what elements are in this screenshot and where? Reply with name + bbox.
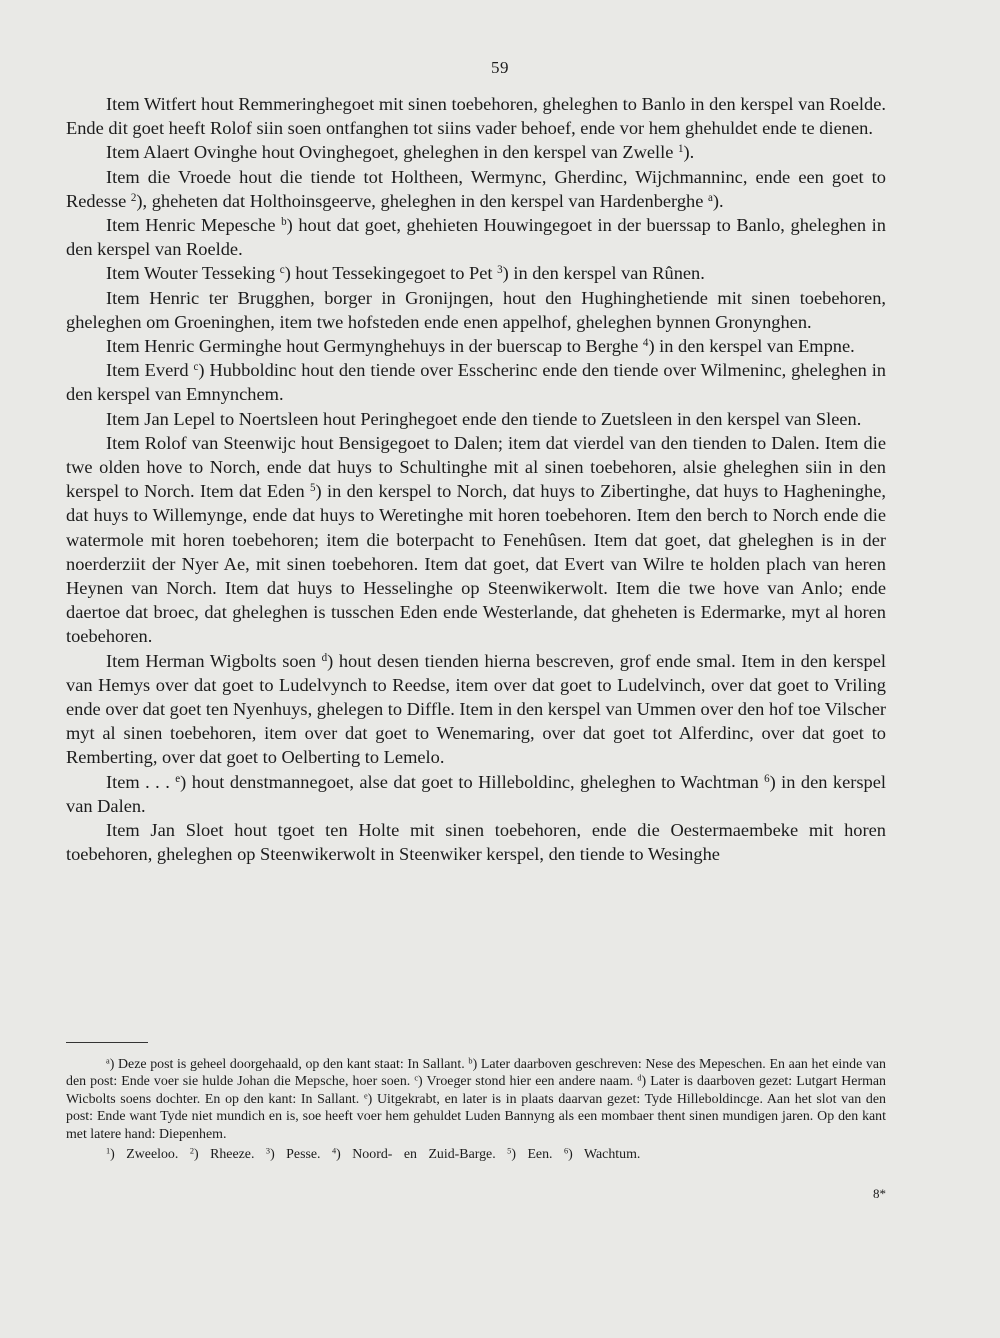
text-run: ) Later daarboven geschreven: Nese des Mepeschen. En aan het einde van den post: Ende voer sie hulde Johan die Mepsche, hoer soen. — [66, 1057, 886, 1090]
text-run: Item Henric Mepesche — [106, 215, 282, 236]
text-run: ) Later is daarboven gezet: Lutgart Herman Wicbolts soens dochter. En op den kant: In Sallant. — [66, 1074, 886, 1107]
text-run: ) Pesse. — [270, 1147, 332, 1163]
text-run: ) Deze post is geheel doorgehaald, op den kant staat: In Sallant. — [109, 1057, 469, 1072]
footnote-marker: 3 — [265, 1146, 271, 1156]
text-run: Item Wouter Tesseking — [106, 263, 280, 284]
paragraph — [66, 407, 886, 431]
footnote-marker: c — [193, 361, 199, 374]
text-run: ) Wachtum. — [568, 1147, 641, 1163]
footnote-marker: 3 — [497, 264, 503, 277]
text-run: ) Een. — [511, 1147, 564, 1163]
paragraph — [66, 213, 886, 261]
footnote-places — [66, 1146, 886, 1163]
footnote-marker: c — [279, 264, 285, 277]
text-run: Item Jan Lepel to Noertsleen hout Peringhegoet ende den tiende to Zuetsleen in den kerspel van Sleen. — [106, 408, 862, 429]
footnote-marker: b — [281, 215, 287, 228]
text-run: ) hout desen tienden hierna bescreven, grof ende smal. Item in den kerspel van Hemys over dat goet to Ludelvynch to Reedse, item over dat goet to Ludelvinch, over dat goet to Vriling ende over dat goet ten Nyenhuys, ghelegen to Diffle. Item in den kerspel van Ummen over den hof toe Vilscher myt al sinen toebehoren, item over dat goet to Wenemaring, over dat goet tot Alferdinc, over dat goet to Remberting, over dat goet to Oelberting to Lemelo. — [66, 650, 886, 768]
footnote-marker: 2 — [130, 191, 137, 204]
footnote-marker: 4 — [642, 336, 649, 349]
paragraph — [66, 431, 886, 649]
text-run: ) in den kerspel van Rûnen. — [502, 263, 705, 284]
text-run: ) in den kerspel van Empne. — [648, 336, 855, 357]
text-run: Item Witfert hout Remmeringhegoet mit sinen toebehoren, gheleghen to Banlo in den kerspel van Roelde. Ende dit goet heeft Rolof siin soen ontfanghen tot siins vader behoef, ende vor hem ghehuldet ende te dienen. — [66, 94, 886, 139]
footnote-marker: 2 — [189, 1146, 194, 1156]
footnote-marker: 5 — [310, 482, 316, 495]
text-run: Item Jan Sloet hout tgoet ten Holte mit sinen toebehoren, ende die Oestermaembeke mit horen toebehoren, gheleghen op Steenwikerwolt in Steenwiker kerspel, den tiende to Wesinghe — [66, 820, 886, 865]
footnotes — [66, 1056, 886, 1163]
text-run: Item Everd — [106, 360, 194, 381]
text-run: ) in den kerspel to Norch, dat huys to Zibertinghe, dat huys to Hagheninghe, dat huys to Willemynge, ende dat huys to Weretinghe mit horen toebehoren. Item den berch to Norch ende die watermole mit horen toebehoren; item die boterpacht to Fenehûsen. Item dat goet, dat gheleghen is in der noerderziit der Nyer Ae, mit sinen toebehoren. Item dat goet, dat Evert van Wilre te holden plach van heren Heynen van Norch. Item dat huys to Hesselinghe op Steenwikerwolt. Item die twe hove van Anlo; ende daertoe dat broec, dat gheleghen is tusschen Eden ende Westerlande, dat gheheten is Edermarke, myt al horen toebehoren. — [66, 481, 887, 647]
body-text — [66, 92, 886, 867]
text-run: ) Vroeger stond hier een andere naam. — [418, 1074, 638, 1090]
footnote-marker: 1 — [106, 1146, 111, 1156]
footnote-marker: e — [175, 772, 181, 785]
paragraph — [66, 286, 886, 334]
paragraph — [66, 165, 886, 213]
paragraph — [66, 770, 886, 818]
paragraph — [66, 818, 886, 866]
text-run: Item die Vroede hout die tiende tot Holtheen, Wermync, Gherdinc, Wijchmanninc, ende een goet to Redesse — [66, 166, 886, 211]
text-run: ) in den kerspel van Dalen. — [66, 771, 887, 816]
text-run: ) hout Tessekingegoet to Pet — [284, 263, 498, 284]
text-run: ). — [712, 190, 724, 211]
footnote-marker: c — [414, 1073, 419, 1083]
paragraph — [66, 358, 886, 406]
text-run: ) Rheeze. — [193, 1147, 266, 1163]
footnote-marker: b — [468, 1056, 473, 1066]
page-number: 59 — [491, 58, 509, 77]
footnote-marker: a — [708, 191, 713, 204]
footnote-marker: a — [106, 1056, 110, 1066]
text-run: ) Zweeloo. — [110, 1147, 190, 1163]
text-run: ) Noord- en Zuid-Barge. — [336, 1147, 508, 1163]
footnote-marker: d — [637, 1073, 642, 1083]
text-run: ), gheheten dat Holthoinsgeerve, gheleghen in den kerspel van Hardenberghe — [136, 190, 708, 211]
text-run: ). — [683, 142, 695, 163]
text-run: Item . . . — [106, 771, 176, 792]
footnote-marker: d — [321, 651, 328, 664]
paragraph — [66, 261, 886, 285]
text-run: Item Henric ter Brugghen, borger in Gronijngen, hout den Hughinghetiende mit sinen toebehoren, gheleghen om Groeninghen, item twe hofsteden ende enen appelhof, gheleghen bynnen Gronynghen. — [66, 287, 886, 332]
text-run: ) hout denstmannegoet, alse dat goet to Hilleboldinc, gheleghen to Wachtman — [180, 771, 765, 792]
text-run: Item Alaert Ovinghe hout Ovinghegoet, gheleghen in den kerspel van Zwelle — [106, 142, 678, 163]
footnote-marker: 6 — [563, 1146, 569, 1156]
paragraph — [66, 92, 886, 140]
footnote-marker: e — [363, 1091, 368, 1101]
signature-mark: 8* — [873, 1186, 886, 1201]
paragraph — [66, 649, 886, 770]
paragraph — [66, 140, 886, 164]
text-run: ) hout dat goet, ghehieten Houwingegoet in der buerssap to Banlo, gheleghen in den kerspel van Roelde. — [66, 215, 886, 260]
text-run: ) Hubboldinc hout den tiende over Esscherinc ende den tiende over Wilmeninc, gheleghen in den kerspel van Emnynchem. — [66, 360, 886, 405]
footnote-marker: 6 — [764, 772, 770, 785]
footnote-marker: 1 — [678, 143, 684, 156]
text-run: ) Uitgekrabt, en later is in plaats daarvan gezet: Tyde Hilleboldincge. Aan het slot van den post: Ende want Tyde niet mundich en is, soe heeft voer hem gehuldet Luden Bannyng als een mombaer thent sinen mundigen jaren. Op den kant met latere hand: Diepenhem. — [66, 1091, 886, 1142]
footnote-marker: 5 — [507, 1146, 512, 1156]
text-run: Item Herman Wigbolts soen — [106, 650, 322, 671]
footnote-divider — [66, 1042, 148, 1043]
footnote-marker: 4 — [332, 1146, 337, 1156]
paragraph — [66, 334, 886, 358]
text-run: Item Rolof van Steenwijc hout Bensigegoet to Dalen; item dat vierdel van den tienden to Dalen. Item die twe olden hove to Norch, ende dat huys to Schultinghe mit al sinen toebehoren, alsie gheleghen siin in den kerspel to Norch. Item dat Eden — [66, 432, 886, 502]
footnote-text — [66, 1056, 886, 1143]
text-run: Item Henric Germinghe hout Germynghehuys in der buerscap to Berghe — [106, 336, 643, 357]
